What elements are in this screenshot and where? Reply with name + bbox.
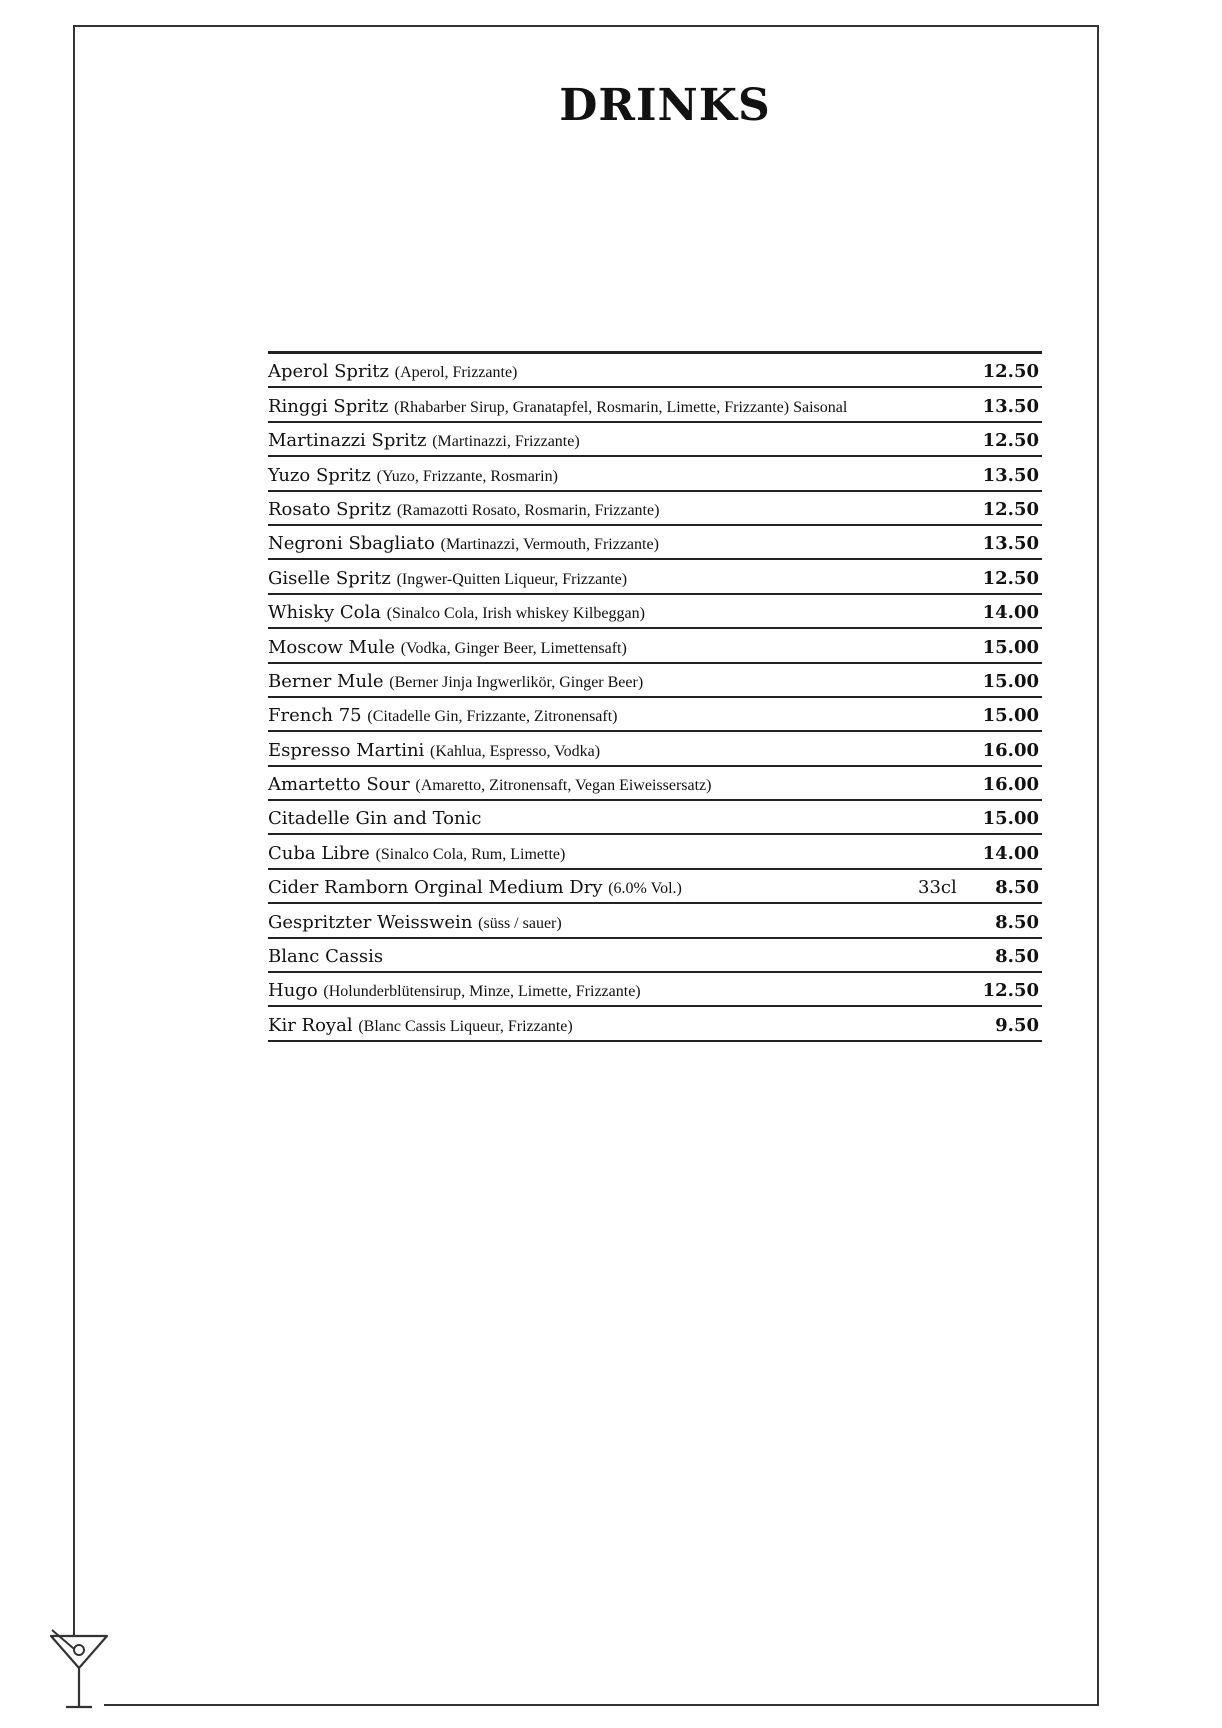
- menu-item-name: French 75: [268, 705, 362, 727]
- menu-item-text: [268, 843, 565, 864]
- menu-item-price: 8.50: [995, 946, 1039, 968]
- menu-item: [268, 1007, 1042, 1041]
- menu-item: [268, 835, 1042, 869]
- menu-item: [268, 595, 1042, 629]
- drinks-list: [268, 351, 1042, 1042]
- menu-item-price: 15.00: [982, 670, 1039, 692]
- menu-item-name: Ringgi Spritz: [268, 395, 389, 417]
- menu-item-detail: (Sinalco Cola, Rum, Limette): [375, 845, 566, 863]
- menu-item: [268, 904, 1042, 938]
- menu-item: [268, 767, 1042, 801]
- menu-item: [268, 560, 1042, 594]
- menu-item-detail: (6.0% Vol.): [608, 880, 682, 898]
- menu-item-name: Citadelle Gin and Tonic: [268, 808, 482, 830]
- menu-item-text: [268, 740, 600, 761]
- menu-item: [268, 526, 1042, 560]
- menu-item-detail: (Rhabarber Sirup, Granatapfel, Rosmarin, Limette, Frizzante) Saisonal: [394, 398, 848, 416]
- menu-item-name: Cider Ramborn Orginal Medium Dry: [268, 877, 603, 899]
- menu-item: [268, 801, 1042, 835]
- menu-item-name: Yuzo Spritz: [268, 464, 371, 486]
- menu-item-name: Moscow Mule: [268, 636, 395, 658]
- menu-item-text: [268, 568, 627, 589]
- menu-item-volume: 33cl: [918, 877, 957, 899]
- menu-item-price: 13.50: [982, 464, 1039, 486]
- menu-item: [268, 388, 1042, 422]
- menu-item-name: Gespritzter Weisswein: [268, 911, 473, 933]
- menu-item-detail: (Sinalco Cola, Irish whiskey Kilbeggan): [386, 605, 645, 623]
- menu-item-text: [268, 499, 659, 520]
- menu-item: [268, 939, 1042, 973]
- menu-item: [268, 973, 1042, 1007]
- menu-item-price: 8.50: [995, 911, 1039, 933]
- menu-item-name: Cuba Libre: [268, 842, 370, 864]
- frame-left-line: [73, 25, 75, 1637]
- menu-item-detail: (Martinazzi, Vermouth, Frizzante): [440, 536, 659, 554]
- menu-item: [268, 698, 1042, 732]
- menu-item-detail: (Ramazotti Rosato, Rosmarin, Frizzante): [396, 501, 660, 519]
- menu-item-name: Blanc Cassis: [268, 946, 384, 968]
- menu-item-detail: (Kahlua, Espresso, Vodka): [430, 742, 601, 760]
- menu-item-text: [268, 1015, 573, 1036]
- menu-item-text: [268, 671, 643, 692]
- menu-item: [268, 664, 1042, 698]
- menu-item-text: [268, 465, 558, 486]
- menu-item-price: 12.50: [982, 980, 1039, 1002]
- menu-item-detail: (Holunderblütensirup, Minze, Limette, Frizzante): [323, 983, 641, 1001]
- menu-item-text: [268, 877, 682, 898]
- menu-item-text: [268, 430, 580, 451]
- menu-item-price: 15.00: [982, 808, 1039, 830]
- menu-item-name: Martinazzi Spritz: [268, 430, 427, 452]
- menu-item-text: [268, 361, 517, 382]
- menu-item-detail: (Amaretto, Zitronensaft, Vegan Eiweissersatz): [415, 777, 712, 795]
- menu-item-text: [268, 637, 627, 658]
- menu-item: [268, 492, 1042, 526]
- menu-item-name: Kir Royal: [268, 1014, 353, 1036]
- menu-item-detail: (Citadelle Gin, Frizzante, Zitronensaft): [367, 708, 618, 726]
- menu-item-text: [268, 396, 847, 417]
- menu-item-text: [268, 980, 641, 1001]
- menu-item-text: [268, 946, 383, 967]
- menu-item-price: 14.00: [982, 602, 1039, 624]
- menu-item-price: 12.50: [982, 498, 1039, 520]
- menu-item-name: Giselle Spritz: [268, 567, 391, 589]
- menu-item-price: 12.50: [982, 430, 1039, 452]
- frame-bottom-line: [104, 1704, 1099, 1706]
- menu-item-text: [268, 808, 481, 829]
- menu-item-name: Hugo: [268, 980, 318, 1002]
- menu-item-name: Espresso Martini: [268, 739, 425, 761]
- menu-item-detail: (Yuzo, Frizzante, Rosmarin): [376, 467, 558, 485]
- menu-item-price: 8.50: [995, 877, 1039, 899]
- menu-item-price: 12.50: [982, 361, 1039, 383]
- menu-item-detail: (Vodka, Ginger Beer, Limettensaft): [400, 639, 627, 657]
- menu-item: [268, 870, 1042, 904]
- menu-item-text: [268, 533, 659, 554]
- menu-item-text: [268, 705, 618, 726]
- menu-item-price: 16.00: [982, 774, 1039, 796]
- menu-item-name: Berner Mule: [268, 670, 384, 692]
- menu-item-price: 15.00: [982, 636, 1039, 658]
- page-title: DRINKS: [559, 80, 771, 131]
- menu-item: [268, 629, 1042, 663]
- menu-item-price: 13.50: [982, 533, 1039, 555]
- menu-item: [268, 732, 1042, 766]
- menu-item-detail: (Aperol, Frizzante): [394, 364, 518, 382]
- menu-item-name: Aperol Spritz: [268, 361, 390, 383]
- menu-item-detail: (Blanc Cassis Liqueur, Frizzante): [358, 1017, 573, 1035]
- menu-item-price: 13.50: [982, 395, 1039, 417]
- menu-item-text: [268, 912, 562, 933]
- menu-item-detail: (Martinazzi, Frizzante): [432, 433, 580, 451]
- menu-item-name: Amartetto Sour: [268, 774, 410, 796]
- menu-item: [268, 423, 1042, 457]
- menu-item: [268, 354, 1042, 388]
- menu-item-name: Rosato Spritz: [268, 498, 392, 520]
- menu-item-name: Whisky Cola: [268, 602, 381, 624]
- menu-item: [268, 457, 1042, 491]
- menu-item-text: [268, 602, 645, 623]
- menu-item-price: 12.50: [982, 567, 1039, 589]
- menu-item-price: 9.50: [995, 1014, 1039, 1036]
- frame-top-line: [73, 25, 1099, 27]
- cocktail-glass-icon: [46, 1628, 112, 1710]
- menu-item-name: Negroni Sbagliato: [268, 533, 435, 555]
- menu-item-price: 14.00: [982, 842, 1039, 864]
- frame-right-line: [1097, 25, 1099, 1706]
- menu-item-price: 16.00: [982, 739, 1039, 761]
- menu-item-detail: (süss / sauer): [478, 914, 562, 932]
- menu-item-price: 15.00: [982, 705, 1039, 727]
- menu-item-detail: (Ingwer-Quitten Liqueur, Frizzante): [396, 570, 628, 588]
- menu-item-text: [268, 774, 711, 795]
- menu-item-detail: (Berner Jinja Ingwerlikör, Ginger Beer): [389, 673, 644, 691]
